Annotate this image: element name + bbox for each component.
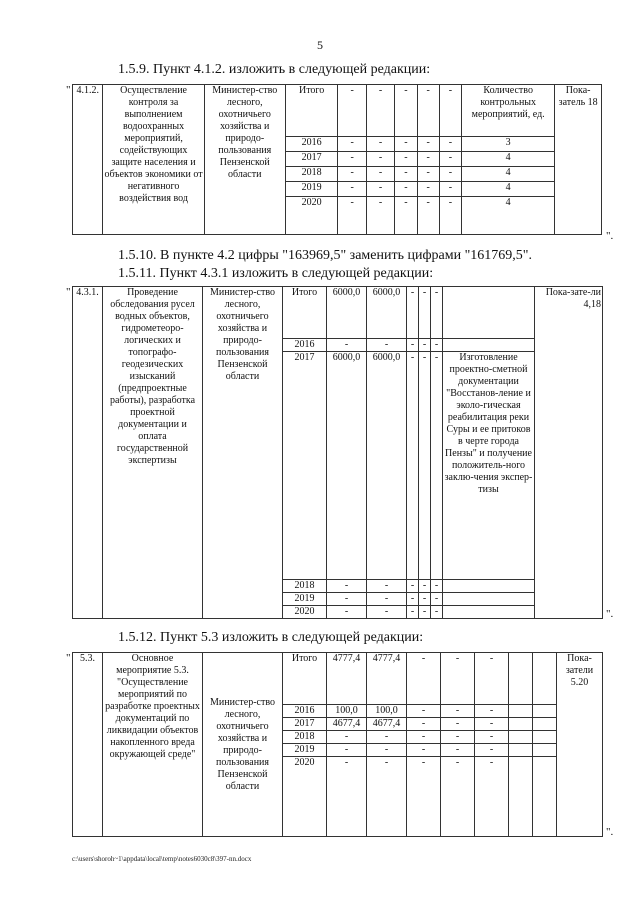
dash-cell: - xyxy=(475,705,509,718)
dash-cell: - xyxy=(431,580,443,593)
amount-cell: 6000,0 xyxy=(367,287,407,339)
dash-cell: - xyxy=(395,137,417,152)
dash-cell: - xyxy=(475,744,509,757)
dash-cell: - xyxy=(407,718,441,731)
dash-cell: - xyxy=(417,197,439,235)
dash-cell: - xyxy=(419,352,431,580)
year-cell: 2019 xyxy=(285,182,338,197)
amount-cell: - xyxy=(367,744,407,757)
close-quote: ". xyxy=(606,608,614,620)
amount-cell: - xyxy=(367,593,407,606)
measure-name: Проведение обследования русел водных объектов, гидрометеоро-логических и топографо-геодезических изысканий (предпроектные работы), разработка проектной документации и оплата государственной экспертизы xyxy=(103,287,203,619)
amount-cell: 4677,4 xyxy=(327,718,367,731)
dash-cell: - xyxy=(417,137,439,152)
amount-cell: 4677,4 xyxy=(367,718,407,731)
dash-cell: - xyxy=(407,744,441,757)
dash-cell: - xyxy=(441,705,475,718)
dash-cell: - xyxy=(338,182,366,197)
dash-cell: - xyxy=(431,593,443,606)
dash-cell: - xyxy=(407,339,419,352)
year-cell: 2018 xyxy=(285,167,338,182)
indicator-value: 4 xyxy=(462,197,555,235)
dash-cell: - xyxy=(407,731,441,744)
empty-cell xyxy=(533,744,557,757)
amount-cell: 100,0 xyxy=(327,705,367,718)
year-cell: Итого xyxy=(283,653,327,705)
empty-cell xyxy=(443,606,535,619)
empty-cell xyxy=(443,580,535,593)
table-5-3 xyxy=(72,652,603,837)
dash-cell: - xyxy=(407,580,419,593)
indicator-name: Количество контрольных мероприятий, ед. xyxy=(462,85,555,137)
dash-cell: - xyxy=(431,606,443,619)
amount-cell: - xyxy=(327,731,367,744)
dash-cell: - xyxy=(366,182,394,197)
measure-name: Основное мероприятие 5.3. "Осуществление мероприятий по разработке проектных документаций по ликвидации объектов накопленного вреда окружающей среде" xyxy=(103,653,203,837)
dash-cell: - xyxy=(395,167,417,182)
dash-cell: - xyxy=(407,705,441,718)
dash-cell: - xyxy=(431,287,443,339)
indicator-value: 3 xyxy=(462,137,555,152)
amount-cell: - xyxy=(327,593,367,606)
dash-cell: - xyxy=(395,182,417,197)
dash-cell: - xyxy=(338,85,366,137)
indicator-ref: Пока-затели 5.20 xyxy=(557,653,603,837)
heading-1-5-11: 1.5.11. Пункт 4.3.1 изложить в следующей редакции: xyxy=(118,266,434,281)
indicator-ref: Пока-зате-ли 4,18 xyxy=(535,287,603,619)
close-quote: ". xyxy=(606,826,614,838)
year-cell: 2019 xyxy=(283,593,327,606)
empty-cell xyxy=(533,705,557,718)
dash-cell: - xyxy=(417,167,439,182)
dash-cell: - xyxy=(417,85,439,137)
year-cell: 2016 xyxy=(283,339,327,352)
dash-cell: - xyxy=(407,653,441,705)
dash-cell: - xyxy=(419,339,431,352)
year-cell: 2017 xyxy=(283,352,327,580)
executor: Министер-ство лесного, охотничьего хозяйства и природо-пользования Пензенской области xyxy=(204,85,285,235)
amount-cell: - xyxy=(367,606,407,619)
empty-cell xyxy=(509,731,533,744)
empty-cell xyxy=(443,287,535,339)
dash-cell: - xyxy=(439,182,461,197)
dash-cell: - xyxy=(395,197,417,235)
dash-cell: - xyxy=(439,167,461,182)
dash-cell: - xyxy=(431,339,443,352)
dash-cell: - xyxy=(395,85,417,137)
measure-name: Осуществление контроля за выполнением водоохранных мероприятий, содействующих защите населения и объектов экономики от негативного воздействия вод xyxy=(103,85,204,235)
indicator-value: 4 xyxy=(462,152,555,167)
dash-cell: - xyxy=(419,580,431,593)
empty-cell xyxy=(533,718,557,731)
dash-cell: - xyxy=(419,287,431,339)
year-cell: Итого xyxy=(283,287,327,339)
amount-cell: - xyxy=(367,757,407,837)
dash-cell: - xyxy=(338,137,366,152)
dash-cell: - xyxy=(407,757,441,837)
empty-cell xyxy=(533,757,557,837)
dash-cell: - xyxy=(439,152,461,167)
dash-cell: - xyxy=(417,152,439,167)
dash-cell: - xyxy=(366,85,394,137)
amount-cell: - xyxy=(327,744,367,757)
open-quote: " xyxy=(66,652,71,664)
dash-cell: - xyxy=(366,152,394,167)
executor: Министер-ство лесного, охотничьего хозяйства и природо-пользования Пензенской области xyxy=(203,653,283,837)
dash-cell: - xyxy=(407,593,419,606)
year-cell: 2020 xyxy=(283,757,327,837)
dash-cell: - xyxy=(475,731,509,744)
empty-cell xyxy=(509,757,533,837)
close-quote: ". xyxy=(606,230,614,242)
empty-cell xyxy=(443,593,535,606)
indicator-value: 4 xyxy=(462,167,555,182)
dash-cell: - xyxy=(419,606,431,619)
amount-cell: 6000,0 xyxy=(367,352,407,580)
empty-cell xyxy=(509,744,533,757)
year-cell: Итого xyxy=(285,85,338,137)
dash-cell: - xyxy=(475,653,509,705)
dash-cell: - xyxy=(395,152,417,167)
heading-1-5-10: 1.5.10. В пункте 4.2 цифры "163969,5" заменить цифрами "161769,5". xyxy=(118,248,533,263)
dash-cell: - xyxy=(407,606,419,619)
dash-cell: - xyxy=(338,152,366,167)
dash-cell: - xyxy=(338,167,366,182)
dash-cell: - xyxy=(441,744,475,757)
empty-cell xyxy=(533,731,557,744)
amount-cell: - xyxy=(327,580,367,593)
amount-cell: - xyxy=(367,339,407,352)
year-cell: 2017 xyxy=(283,718,327,731)
amount-cell: - xyxy=(367,731,407,744)
dash-cell: - xyxy=(439,137,461,152)
year-cell: 2017 xyxy=(285,152,338,167)
dash-cell: - xyxy=(475,757,509,837)
executor: Министер-ство лесного, охотничьего хозяйства и природо-пользования Пензенской области xyxy=(203,287,283,619)
dash-cell: - xyxy=(441,718,475,731)
dash-cell: - xyxy=(439,85,461,137)
row-number: 4.3.1. xyxy=(73,287,103,619)
table-4-1-2 xyxy=(72,84,602,235)
row-number: 5.3. xyxy=(73,653,103,837)
heading-1-5-12: 1.5.12. Пункт 5.3 изложить в следующей редакции: xyxy=(118,630,424,645)
table-4-3-1 xyxy=(72,286,603,619)
indicator-value: 4 xyxy=(462,182,555,197)
expected-result: Изготовление проектно-сметной документации "Восстанов-ление и эколо-гическая реабилитация реки Суры и ее притоков в черте города Пензы" и получение положитель-ного заклю-чения экспер-тизы xyxy=(443,352,535,580)
year-cell: 2020 xyxy=(285,197,338,235)
empty-cell xyxy=(533,653,557,705)
dash-cell: - xyxy=(407,352,419,580)
page-number: 5 xyxy=(317,38,323,52)
amount-cell: 4777,4 xyxy=(367,653,407,705)
year-cell: 2016 xyxy=(283,705,327,718)
dash-cell: - xyxy=(407,287,419,339)
dash-cell: - xyxy=(475,718,509,731)
dash-cell: - xyxy=(439,197,461,235)
dash-cell: - xyxy=(417,182,439,197)
amount-cell: - xyxy=(327,339,367,352)
year-cell: 2016 xyxy=(285,137,338,152)
amount-cell: 4777,4 xyxy=(327,653,367,705)
dash-cell: - xyxy=(366,197,394,235)
year-cell: 2019 xyxy=(283,744,327,757)
dash-cell: - xyxy=(441,653,475,705)
file-path-footer: c:\users\shoroh~1\appdata\local\temp\notes6030c8\397-nn.docx xyxy=(72,855,252,863)
year-cell: 2020 xyxy=(283,606,327,619)
dash-cell: - xyxy=(419,593,431,606)
dash-cell: - xyxy=(366,137,394,152)
empty-cell xyxy=(443,339,535,352)
empty-cell xyxy=(509,653,533,705)
dash-cell: - xyxy=(366,167,394,182)
empty-cell xyxy=(509,718,533,731)
dash-cell: - xyxy=(338,197,366,235)
heading-1-5-9: 1.5.9. Пункт 4.1.2. изложить в следующей редакции: xyxy=(118,62,431,77)
dash-cell: - xyxy=(441,757,475,837)
amount-cell: 6000,0 xyxy=(327,352,367,580)
empty-cell xyxy=(509,705,533,718)
dash-cell: - xyxy=(441,731,475,744)
amount-cell: - xyxy=(327,757,367,837)
year-cell: 2018 xyxy=(283,580,327,593)
amount-cell: 6000,0 xyxy=(327,287,367,339)
amount-cell: 100,0 xyxy=(367,705,407,718)
open-quote: " xyxy=(66,84,71,96)
year-cell: 2018 xyxy=(283,731,327,744)
amount-cell: - xyxy=(327,606,367,619)
row-number: 4.1.2. xyxy=(73,85,103,235)
dash-cell: - xyxy=(431,352,443,580)
open-quote: " xyxy=(66,286,71,298)
indicator-ref: Пока-затель 18 xyxy=(555,85,602,235)
amount-cell: - xyxy=(367,580,407,593)
